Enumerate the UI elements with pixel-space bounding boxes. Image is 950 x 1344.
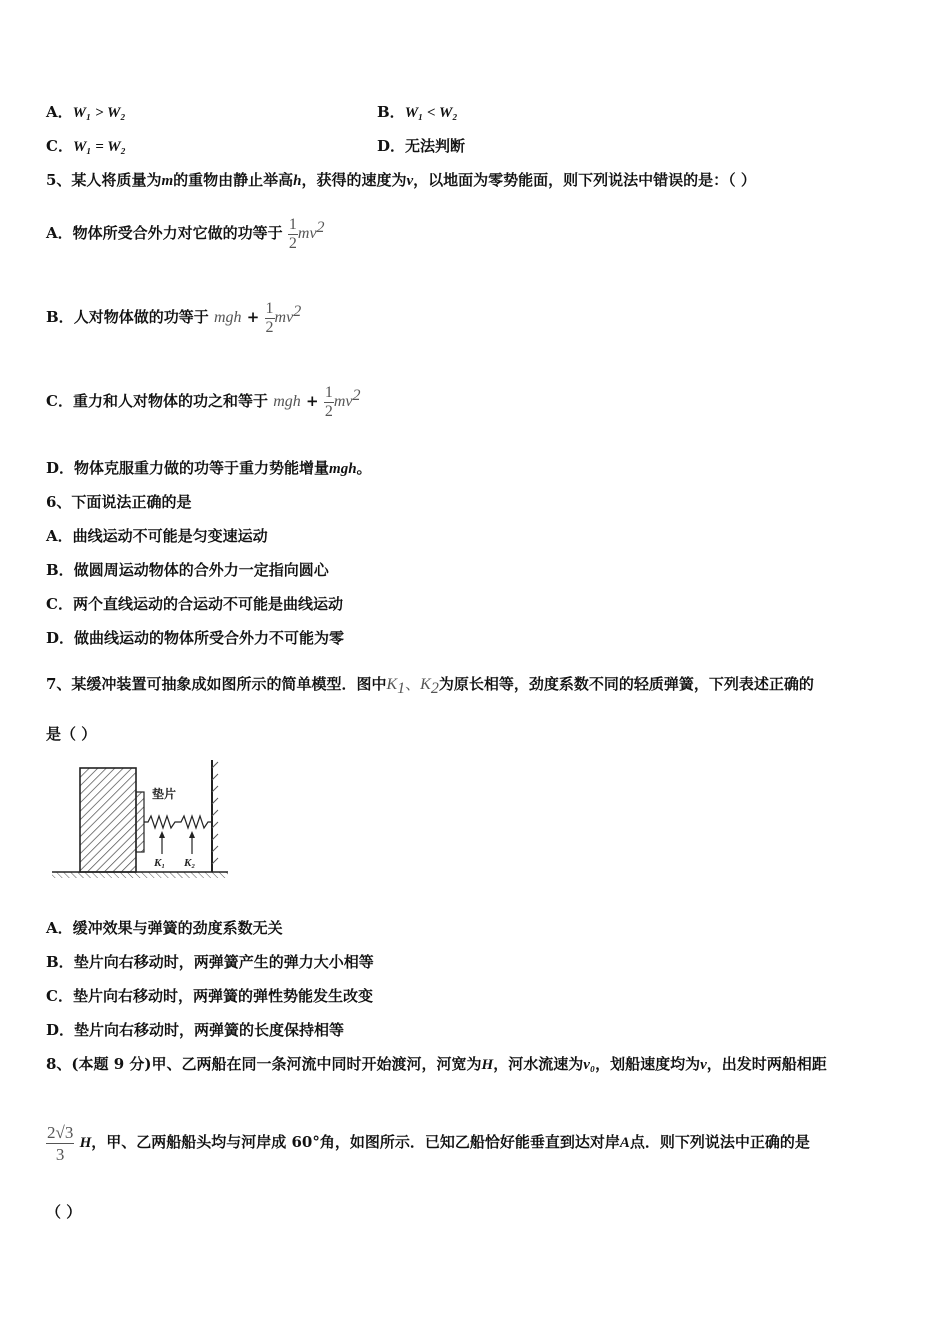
option-text: 人对物体做的功等于 [73,308,209,326]
stem-text: 为原长相等，劲度系数不同的轻质弹簧，下列表述正确的 [438,675,814,693]
fraction [265,300,275,337]
stem-text: ，获得的速度为 [301,171,407,189]
fraction-numerator: 1 [324,383,333,401]
option-text: 垫片向右移动时，两弹簧的弹性势能发生改变 [72,987,373,1005]
math-mv: mv [297,225,317,242]
fraction-denominator: 3 [55,1144,65,1164]
q6-option-a [46,526,268,546]
q4-option-c [46,136,126,157]
q6-stem: 6、下面说法正确的是 [46,493,192,511]
option-label: D． [377,137,406,155]
math-var: m [161,173,174,189]
ground-hatch [52,872,228,878]
q5-option-b [46,290,301,340]
math-subscript: 2 [430,680,439,697]
q5-option-c [46,374,360,424]
math-mgh: mgh [213,309,242,326]
math-var: v [700,1057,707,1073]
option-label: A． [46,224,73,242]
option-label: B． [46,308,74,326]
fraction [46,1122,74,1165]
q6-option-c [46,594,343,614]
stem-text: 的重物由静止举高 [173,171,294,189]
k2-label: K₂ [184,857,196,869]
q6-option-b [46,560,329,580]
stem-text: ，划船速度均为 [595,1055,701,1073]
option-text: 做圆周运动物体的合外力一定指向圆心 [73,561,329,579]
option-text: 无法判断 [405,137,466,155]
math-var: A [619,1135,630,1151]
q4-option-b [377,102,458,123]
math-k1: K [386,676,398,693]
fraction-numerator: 1 [265,299,274,317]
math-mv: mv [333,393,353,410]
fraction-denominator: 2 [265,318,274,336]
option-label: C． [46,595,73,613]
option-label: B． [46,561,74,579]
stem-text: ，以地面为零势能面，则下列说法中错误的是：（ ） [413,171,756,189]
option-text: 垫片向右移动时，两弹簧产生的弹力大小相等 [73,953,374,971]
k1-label: K₁ [154,857,166,869]
math-exponent: 2 [352,387,361,404]
q8-stem [46,1054,827,1075]
fraction-denominator: 2 [288,234,297,252]
q4-option-a [46,102,126,123]
option-text: 物体克服重力做的功等于重力势能增量 [74,459,330,477]
q5-option-d [46,458,372,479]
option-label: A． [46,919,73,937]
q7-option-d [46,1020,344,1040]
option-text: 曲线运动不可能是匀变速运动 [72,527,268,545]
option-label: D． [46,629,75,647]
option-text: 两个直线运动的合运动不可能是曲线运动 [72,595,343,613]
math-plus: + [246,308,260,326]
math-subscript: 1 [397,680,406,697]
option-expression: W₁ = W₂ [72,139,126,155]
math-var: mgh [329,461,357,477]
math-var: H [79,1135,92,1151]
math-exponent: 2 [316,219,325,236]
q5-stem [46,170,756,191]
pad [136,792,144,852]
fraction-denominator: 2 [324,402,333,420]
option-label: C． [46,987,73,1005]
option-label: A． [46,103,73,121]
fraction [288,216,298,253]
spring-k2 [178,816,212,828]
option-text: 缓冲效果与弹簧的劲度系数无关 [72,919,283,937]
option-label: C． [46,392,73,410]
arrowhead-k2 [189,831,195,838]
fraction-numerator: 2√3 [47,1122,74,1142]
option-label: B． [46,953,74,971]
option-label: D． [46,459,75,477]
stem-text: 点．则下列说法中正确的是 [629,1133,810,1151]
q7-option-a [46,918,283,938]
math-var: v₀ [583,1057,596,1073]
arrowhead-k1 [159,831,165,838]
math-mv: mv [274,309,294,326]
q6-option-d [46,628,344,648]
q7-stem-end: 是（ ） [46,725,97,743]
stem-text: 7、某缓冲装置可抽象成如图所示的简单模型．图中 [46,675,387,693]
stem-text: ，河水流速为 [493,1055,584,1073]
fraction-numerator: 1 [288,215,297,233]
option-label: B． [377,103,405,121]
option-text: 垫片向右移动时，两弹簧的长度保持相等 [74,1021,345,1039]
fraction [324,384,334,421]
math-k2: K [420,676,431,693]
math-exponent: 2 [293,303,302,320]
stem-text: ，甲、乙两船船头均与河岸成 60°角，如图所示．已知乙船恰好能垂直到达对岸 [91,1133,620,1151]
option-label: C． [46,137,73,155]
option-text: 物体所受合外力对它做的功等于 [72,224,283,242]
stem-text: 8、(本题 9 分)甲、乙两船在同一条河流中同时开始渡河，河宽为 [46,1055,482,1073]
option-label: A． [46,527,73,545]
q7-option-c [46,986,373,1006]
math-var: H [481,1057,494,1073]
q7-option-b [46,952,374,972]
separator: 、 [405,675,421,693]
option-text: 。 [356,459,372,477]
spring-k1 [144,816,178,828]
math-var: v [406,173,414,189]
pad-label: 垫片 [152,787,177,801]
q4-option-d [377,136,465,156]
spring-buffer-figure [48,758,234,882]
q7-stem [46,664,814,709]
math-plus: + [306,392,319,410]
math-mgh: mgh [273,393,301,410]
option-text: 重力和人对物体的功之和等于 [72,392,268,410]
q5-option-a [46,206,325,256]
q8-stem-continued [46,1118,810,1167]
option-text: 做曲线运动的物体所受合外力不可能为零 [74,629,345,647]
block [80,768,136,872]
q8-answer-paren: （ ） [46,1203,82,1221]
option-label: D． [46,1021,75,1039]
stem-text: 5、某人将质量为 [46,171,162,189]
math-var: h [293,173,302,189]
option-expression: W₁ > W₂ [72,105,126,121]
stem-text: ，出发时两船相距 [706,1055,827,1073]
option-expression: W₁ < W₂ [404,105,458,121]
